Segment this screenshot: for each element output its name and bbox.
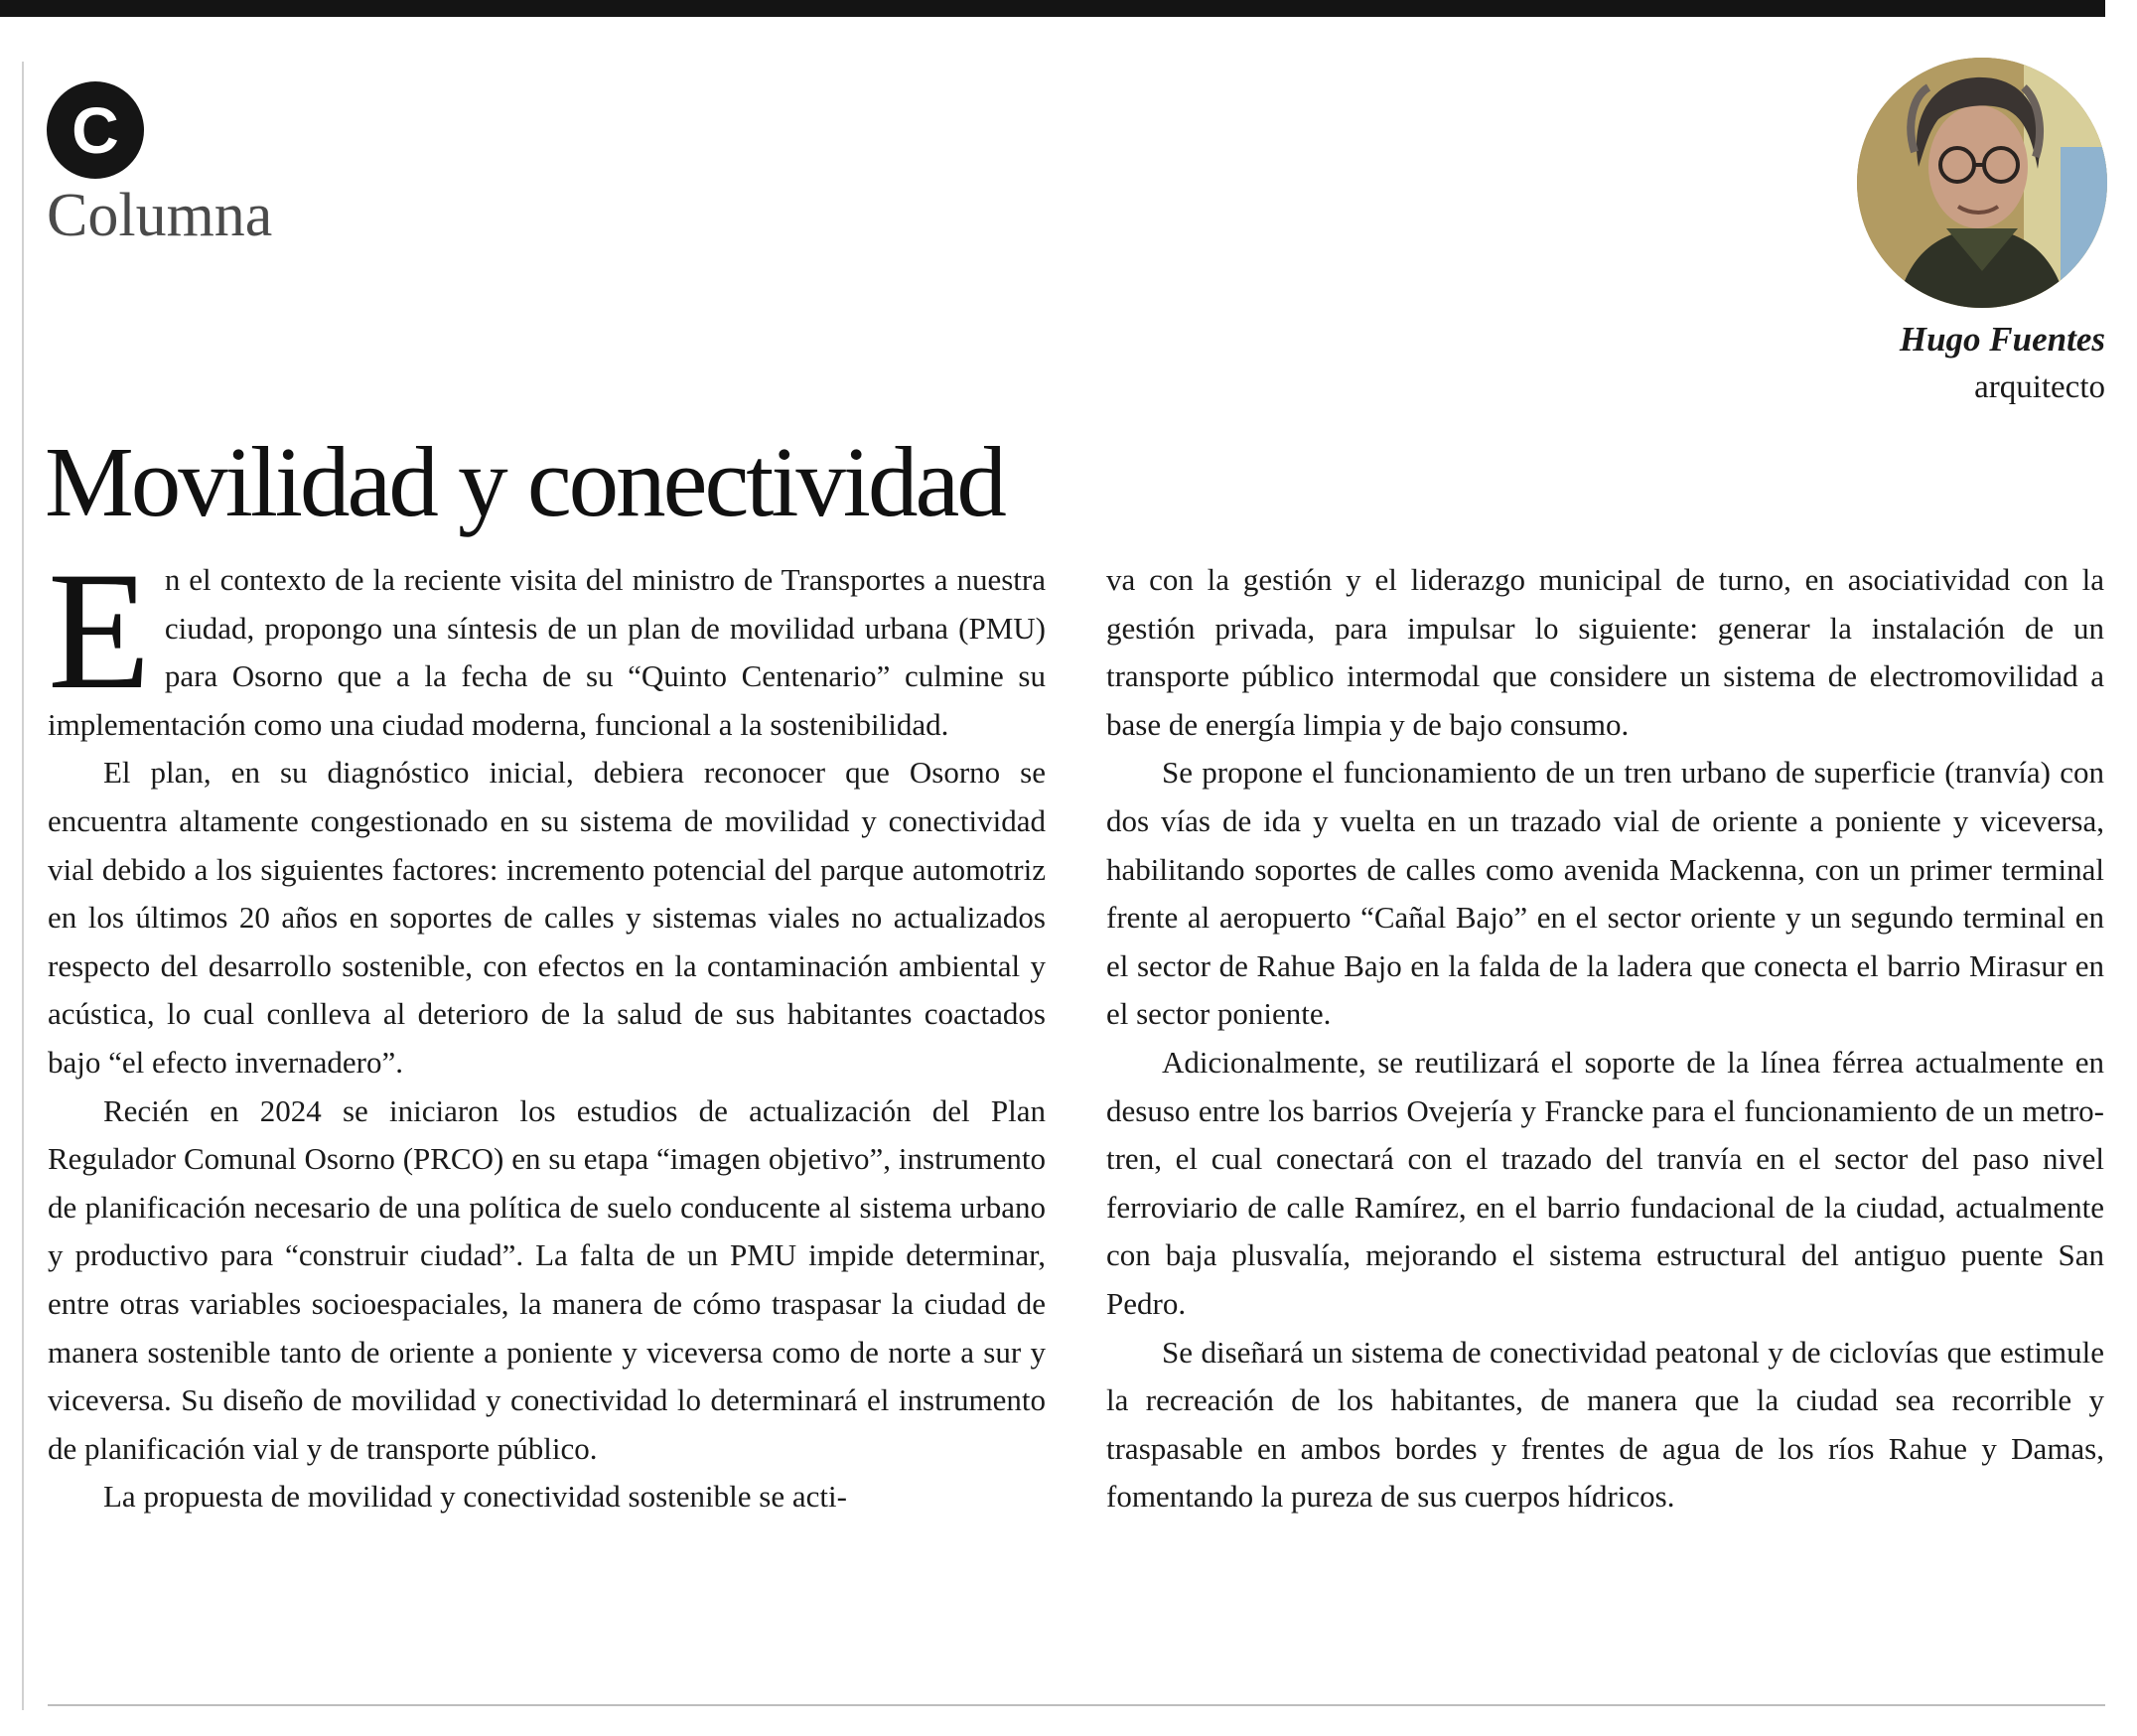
top-rule [0, 0, 2105, 17]
bottom-rule [48, 1704, 2105, 1706]
paragraph-8: Se diseñará un sistema de conectividad peatonal y de ciclovías que estimule la recreación de los habitantes, de manera que la ciudad sea recorrible y traspasable en ambos bordes y frentes de agua de los ríos Rahue y Damas, fomentando la pureza de sus cuerpos hídricos. [1106, 1334, 2104, 1515]
paragraph-1 [48, 537, 1046, 749]
paragraph-3: Recién en 2024 se iniciaron los estudios de actualización del Plan Regulador Comunal Osorno (PRCO) en su etapa “imagen objetivo”, instrumento de planificación necesario de una política de suelo conducente al sistema urbano y productivo para “construir ciudad”. La falta de un PMU impide determinar, entre otras variables socioespaciales, la manera de cómo traspasar la ciudad de manera sostenible tanto de oriente a poniente y viceversa como de norte a sur y viceversa. Su diseño de movilidad y conectividad lo determinará el instrumento de planificación vial y de transporte público. [48, 1092, 1046, 1466]
author-portrait-image [1857, 58, 2107, 308]
paragraph-2: El plan, en su diagnóstico inicial, debiera reconocer que Osorno se encuentra altamente congestionado en su sistema de movilidad y conectividad vial debido a los siguientes factores: incremento potencial del parque automotriz en los últimos 20 años en soportes de calles y sistemas viales no actualizados respecto del desarrollo sostenible, con efectos en la contaminación ambiental y acústica, lo cual conlleva al deterioro de la salud de sus habitantes coactados bajo “el efecto invernadero”. [48, 755, 1046, 1080]
drop-cap: E [48, 537, 151, 724]
paragraph-5: va con la gestión y el liderazgo municipal de turno, en asociatividad con la gestión privada, para impulsar lo siguiente: generar la instalación de un transporte público intermodal que considere un sistema de electromovilidad a base de energía limpia y de bajo consumo. [1106, 562, 2104, 742]
section-label: Columna [47, 182, 273, 249]
paragraph-7: Adicionalmente, se reutilizará el soporte de la línea férrea actualmente en desuso entre los barrios Ovejería y Francke para el funcionamiento de un metro-tren, el cual conectará con el trazado del tranvía en el sector del paso nivel ferroviario de calle Ramírez, en el barrio fundacional de la ciudad, actualmente con baja plusvalía, mejorando el sistema estructural del antiguo puente San Pedro. [1106, 1044, 2104, 1321]
author-name: Hugo Fuentes [1899, 320, 2105, 359]
author-photo [1857, 58, 2107, 308]
paragraph-6: Se propone el funcionamiento de un tren urbano de superficie (tranvía) con dos vías de ida y vuelta en un trazado vial de oriente a poniente y viceversa, habilitando soportes de calles como avenida Mackenna, con un primer terminal frente al aeropuerto “Cañal Bajo” en el sector oriente y un segundo terminal en el sector de Rahue Bajo en la falda de la ladera que conecta el barrio Mirasur en el sector poniente. [1106, 755, 2104, 1032]
paragraph-4: La propuesta de movilidad y conectividad sostenible se acti- [103, 1479, 847, 1515]
paragraph-1-text: n el contexto de la reciente visita del ministro de Transportes a nuestra ciudad, propongo una síntesis de un plan de movilidad urbana (PMU) para Osorno que a la fecha de su “Quinto Centenario” culmine su implementación como una ciudad moderna, funcional a la sostenibilidad. [48, 562, 1046, 742]
article-column-left [48, 537, 1046, 1521]
article-column-right [1106, 556, 2104, 1521]
headline: Movilidad y conectividad [45, 426, 1004, 537]
author-role: arquitecto [1974, 369, 2105, 405]
column-badge-icon [47, 81, 144, 179]
left-column-rule [22, 62, 24, 1710]
badge-letter: C [71, 93, 119, 167]
